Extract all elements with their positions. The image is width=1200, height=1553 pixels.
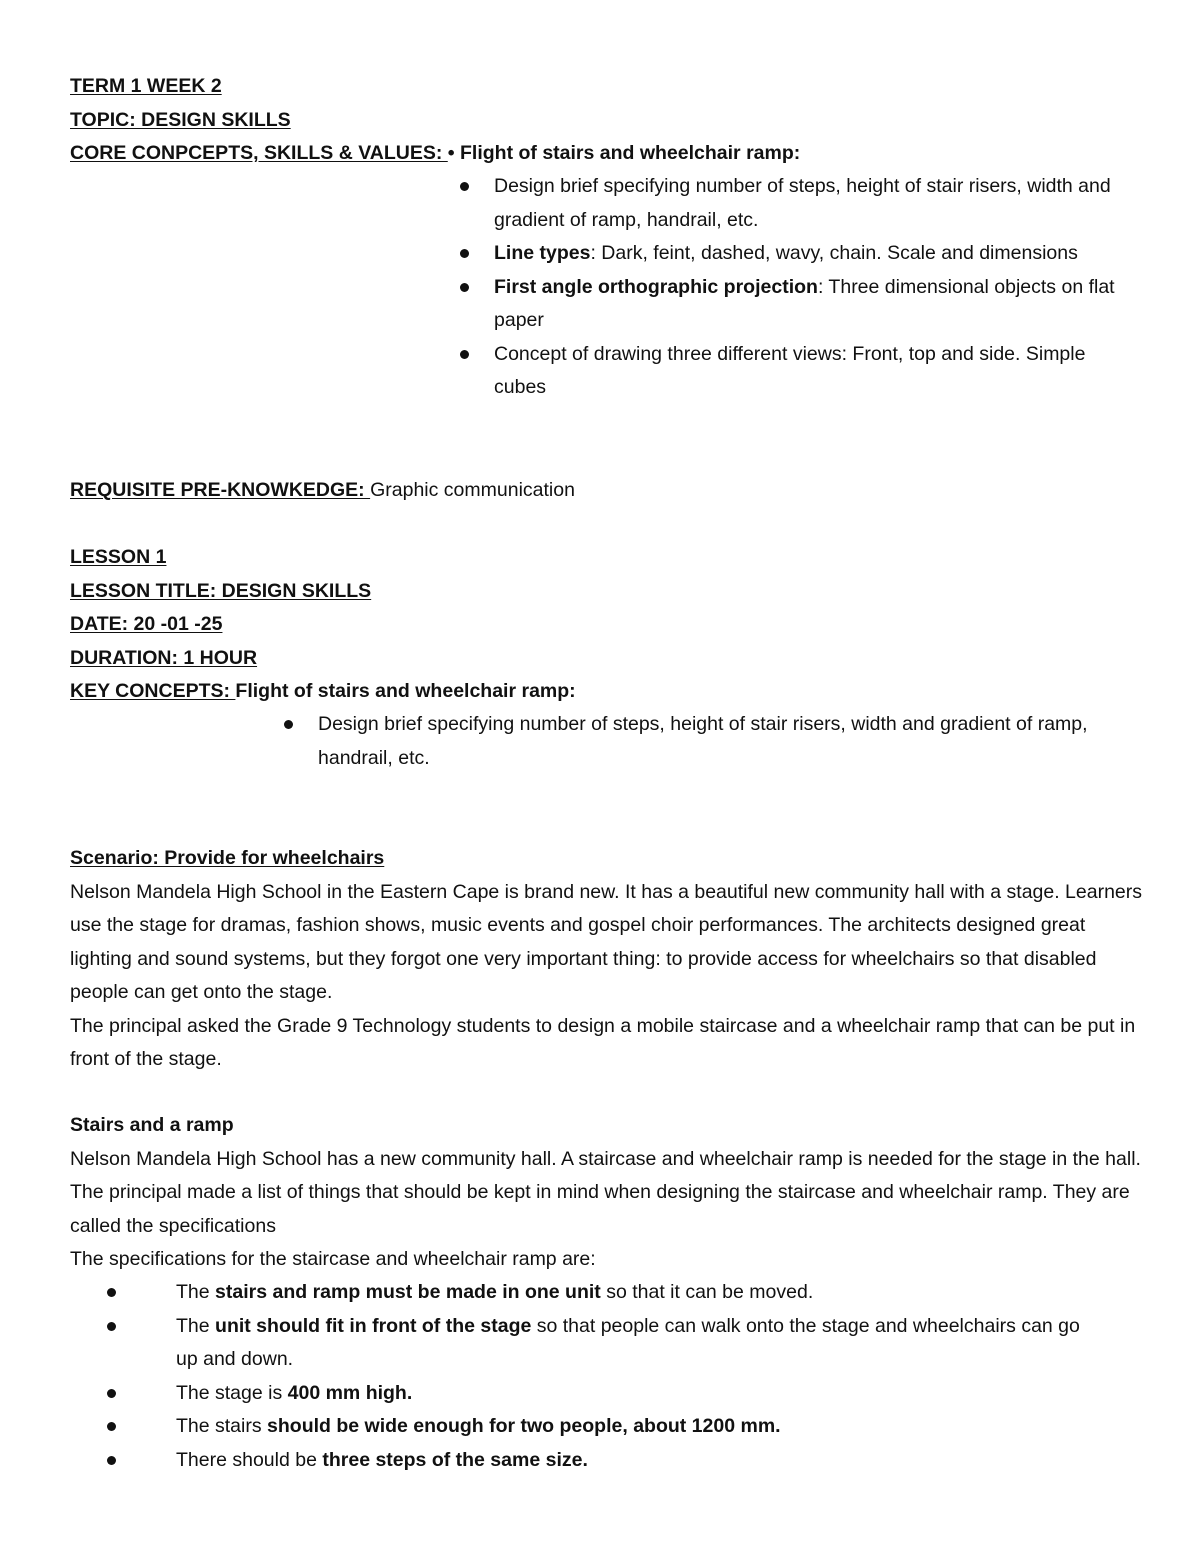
list-item-bold: Line types: [494, 242, 591, 264]
list-item-bold: stairs and ramp must be made in one unit: [215, 1281, 601, 1303]
key-concepts-list: [318, 708, 1138, 775]
prereq-value: Graphic communication: [370, 479, 575, 501]
list-item-bold: unit should fit in front of the stage: [215, 1314, 532, 1337]
stairs-heading: Stairs and a ramp: [70, 1114, 234, 1136]
key-concepts-line: [70, 675, 1150, 709]
list-item-text: The: [176, 1314, 216, 1337]
list-item-text: so that it can be moved.: [600, 1281, 814, 1303]
core-concepts-value: • Flight of stairs and wheelchair ramp:: [447, 142, 801, 164]
list-item: [494, 237, 1134, 271]
list-item: [318, 708, 1138, 775]
list-item-bold: should be wide enough for two people, about 1200 mm.: [267, 1415, 781, 1437]
prereq-block: [70, 474, 1150, 508]
list-item-text: Concept of drawing three different views: Front, top and side. Simple cubes: [494, 342, 1086, 398]
stairs-paragraph: The specifications for the staircase and wheelchair ramp are:: [70, 1248, 596, 1270]
bullet-icon: [107, 1456, 116, 1465]
list-item-text: The stage is: [176, 1381, 288, 1404]
list-item-text: so that people can walk onto the stage and wheelchairs can go up and down.: [176, 1314, 1080, 1370]
list-item: [176, 1444, 1096, 1478]
list-item-bold: First angle orthographic projection: [494, 275, 818, 298]
list-item-text: Design brief specifying number of steps, height of stair risers, width and gradient of ramp, handrail, etc.: [318, 713, 1088, 769]
list-item: [494, 170, 1134, 237]
lesson-title: LESSON TITLE: DESIGN SKILLS: [70, 579, 372, 602]
key-concepts-value: Flight of stairs and wheelchair ramp:: [235, 680, 576, 702]
list-item-bold: 400 mm high.: [287, 1381, 413, 1404]
stairs-paragraph: Nelson Mandela High School has a new community hall. A staircase and wheelchair ramp is needed for the stage in the hall. The principal made a list of things that should be kept in mind when designing the staircase and wheelchair ramp. They are called the specifications: [70, 1147, 1141, 1237]
bullet-icon: [460, 249, 469, 258]
topic-heading: TOPIC: DESIGN SKILLS: [70, 108, 291, 131]
term-week-heading: TERM 1 WEEK 2: [70, 75, 222, 97]
bullet-icon: [460, 350, 469, 359]
key-concepts-label: KEY CONCEPTS:: [70, 680, 236, 702]
list-item-text: There should be: [176, 1448, 323, 1471]
list-item-text: The: [176, 1281, 216, 1303]
list-item-text: : Three dimensional objects on flat paper: [494, 275, 1115, 331]
bullet-icon: [107, 1422, 116, 1431]
prereq-line: [70, 474, 1150, 508]
list-item-text: The stairs: [176, 1415, 268, 1437]
core-concepts-label: CORE CONPCEPTS, SKILLS & VALUES:: [70, 142, 448, 164]
bullet-icon: [107, 1389, 116, 1398]
scenario-block: [70, 842, 1150, 1077]
bullet-icon: [460, 182, 469, 191]
header-block: [70, 70, 1150, 171]
specifications-list: [176, 1276, 1096, 1477]
scenario-paragraph: The principal asked the Grade 9 Technology students to design a mobile staircase and a wheelchair ramp that can be put in front of the stage.: [70, 1014, 1136, 1070]
lesson-number: LESSON 1: [70, 546, 167, 568]
stairs-block: [70, 1109, 1150, 1277]
bullet-icon: [107, 1288, 116, 1297]
lesson-duration: DURATION: 1 HOUR: [70, 646, 258, 669]
scenario-heading: Scenario: Provide for wheelchairs: [70, 847, 385, 869]
prereq-label: REQUISITE PRE-KNOWKEDGE:: [70, 479, 371, 501]
core-concepts-line: [70, 137, 1150, 171]
list-item: [176, 1276, 1096, 1310]
list-item: [176, 1377, 1096, 1411]
list-item: [494, 271, 1134, 338]
list-item: [176, 1310, 1096, 1377]
list-item: [176, 1410, 1096, 1444]
bullet-icon: [284, 720, 293, 729]
list-item-bold: three steps of the same size.: [322, 1448, 588, 1471]
core-concepts-list: [494, 170, 1134, 405]
list-item-text: Design brief specifying number of steps, height of stair risers, width and gradient of ramp, handrail, etc.: [494, 175, 1111, 231]
bullet-icon: [107, 1322, 116, 1331]
lesson-date: DATE: 20 -01 -25: [70, 613, 223, 635]
list-item-text: : Dark, feint, dashed, wavy, chain. Scale and dimensions: [590, 242, 1078, 264]
scenario-paragraph: Nelson Mandela High School in the Eastern Cape is brand new. It has a beautiful new community hall with a stage. Learners use the stage for dramas, fashion shows, music events and gospel choir performances. The architects designed great lighting and sound systems, but they forgot one very important thing: to provide access for wheelchairs so that disabled people can get onto the stage.: [70, 880, 1143, 1003]
lesson-block: [70, 541, 1150, 709]
bullet-icon: [460, 283, 469, 292]
list-item: [494, 338, 1134, 405]
